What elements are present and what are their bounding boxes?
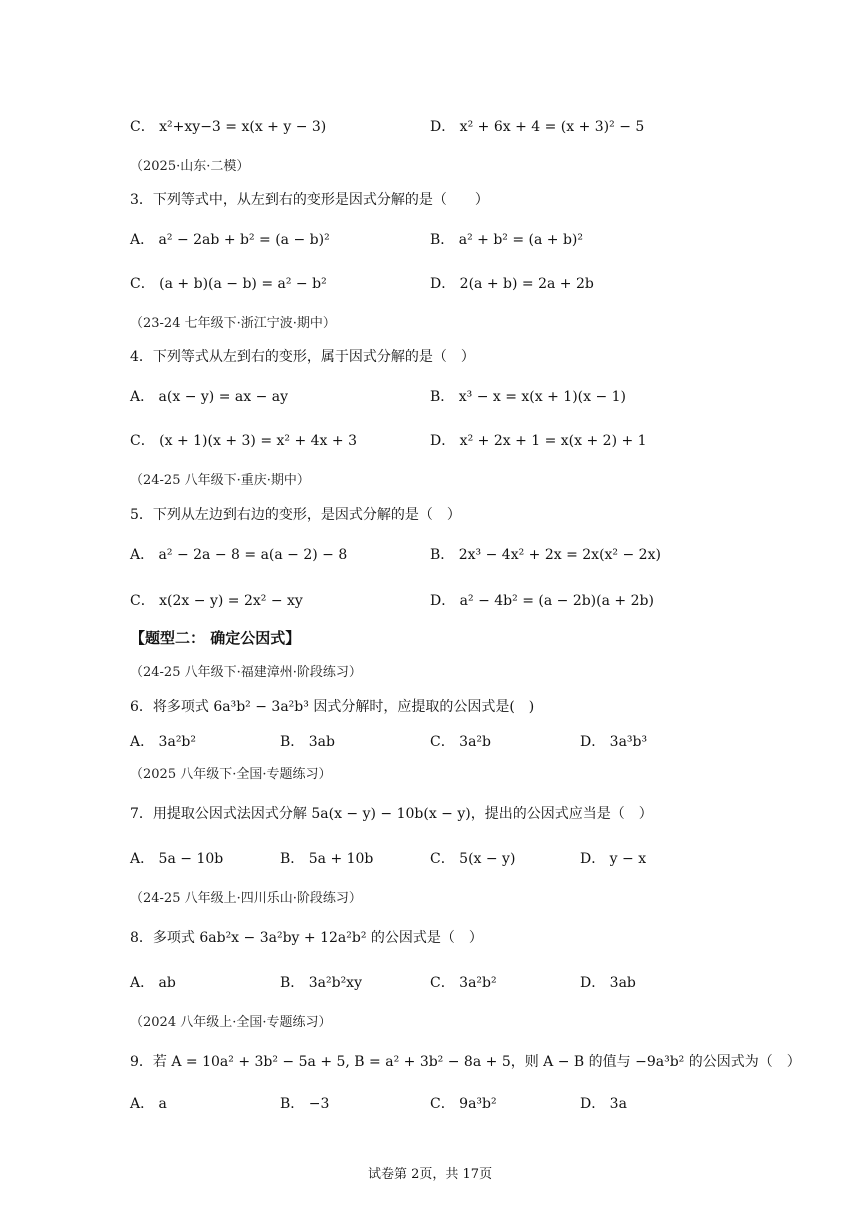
question-line: B． −3 bbox=[280, 1096, 330, 1112]
question-source: （2024 八年级上·全国·专题练习） bbox=[130, 1015, 332, 1030]
question-line: D． y − x bbox=[580, 851, 647, 867]
question-line: A． 3a²b² bbox=[130, 734, 197, 750]
question-source: （24-25 八年级下·重庆·期中） bbox=[130, 473, 310, 488]
question-line: A． ab bbox=[130, 975, 176, 991]
question-line: A． 5a − 10b bbox=[130, 851, 224, 867]
question-line: 9．若 A = 10a² + 3b² − 5a + 5, B = a² + 3b² − 8a + 5，则 A − B 的值与 −9a³b² 的公因式为（ ） bbox=[130, 1054, 801, 1070]
question-line: D． a² − 4b² = (a − 2b)(a + 2b) bbox=[430, 593, 654, 609]
question-line: D． x² + 6x + 4 = (x + 3)² − 5 bbox=[430, 119, 645, 135]
question-line: A． a(x − y) = ax − ay bbox=[130, 389, 289, 405]
question-line: B． 3a²b²xy bbox=[280, 975, 362, 991]
question-line: A． a bbox=[130, 1096, 167, 1112]
question-line: 8．多项式 6ab²x − 3a²by + 12a²b² 的公因式是（ ） bbox=[130, 930, 483, 946]
question-line: B． a² + b² = (a + b)² bbox=[430, 232, 584, 248]
question-line: C． 3a²b bbox=[430, 734, 491, 750]
question-line: C． 9a³b² bbox=[430, 1096, 497, 1112]
question-line: A． a² − 2a − 8 = a(a − 2) − 8 bbox=[130, 547, 348, 563]
question-line: 6．将多项式 6a³b² − 3a²b³ 因式分解时，应提取的公因式是( ) bbox=[130, 699, 535, 715]
question-source: （23-24 七年级下·浙江宁波·期中） bbox=[130, 316, 336, 331]
question-line: D． 3a³b³ bbox=[580, 734, 648, 750]
page-footer: 试卷第 2页，共 17页 bbox=[368, 1167, 493, 1182]
question-line: C． x²+xy−3 = x(x + y − 3) bbox=[130, 119, 327, 135]
question-line: D． 3ab bbox=[580, 975, 636, 991]
question-line: D． 3a bbox=[580, 1096, 627, 1112]
question-line: B． x³ − x = x(x + 1)(x − 1) bbox=[430, 389, 627, 405]
question-line: C． 3a²b² bbox=[430, 975, 497, 991]
question-line: D． x² + 2x + 1 = x(x + 2) + 1 bbox=[430, 433, 647, 449]
question-line: D． 2(a + b) = 2a + 2b bbox=[430, 276, 594, 292]
question-line: A． a² − 2ab + b² = (a − b)² bbox=[130, 232, 330, 248]
question-line: B． 2x³ − 4x² + 2x = 2x(x² − 2x) bbox=[430, 547, 661, 563]
question-line: 3．下列等式中，从左到右的变形是因式分解的是（ ） bbox=[130, 192, 489, 208]
question-line: B． 3ab bbox=[280, 734, 335, 750]
question-line: C． 5(x − y) bbox=[430, 851, 516, 867]
question-source: （2025 八年级下·全国·专题练习） bbox=[130, 767, 332, 782]
question-source: （24-25 八年级上·四川乐山·阶段练习） bbox=[130, 891, 362, 906]
section-heading: 【题型二： 确定公因式】 bbox=[130, 629, 301, 647]
question-line: B． 5a + 10b bbox=[280, 851, 374, 867]
question-source: （24-25 八年级下·福建漳州·阶段练习） bbox=[130, 665, 362, 680]
question-line: C． (a + b)(a − b) = a² − b² bbox=[130, 276, 327, 292]
question-line: C． x(2x − y) = 2x² − xy bbox=[130, 593, 303, 609]
question-line: 5．下列从左边到右边的变形，是因式分解的是（ ） bbox=[130, 507, 461, 523]
question-line: C． (x + 1)(x + 3) = x² + 4x + 3 bbox=[130, 433, 357, 449]
question-line: 4．下列等式从左到右的变形，属于因式分解的是（ ） bbox=[130, 349, 475, 365]
question-source: （2025·山东·二模） bbox=[130, 159, 250, 174]
question-line: 7．用提取公因式法因式分解 5a(x − y) − 10b(x − y)，提出的公因式应当是（ ） bbox=[130, 806, 653, 822]
